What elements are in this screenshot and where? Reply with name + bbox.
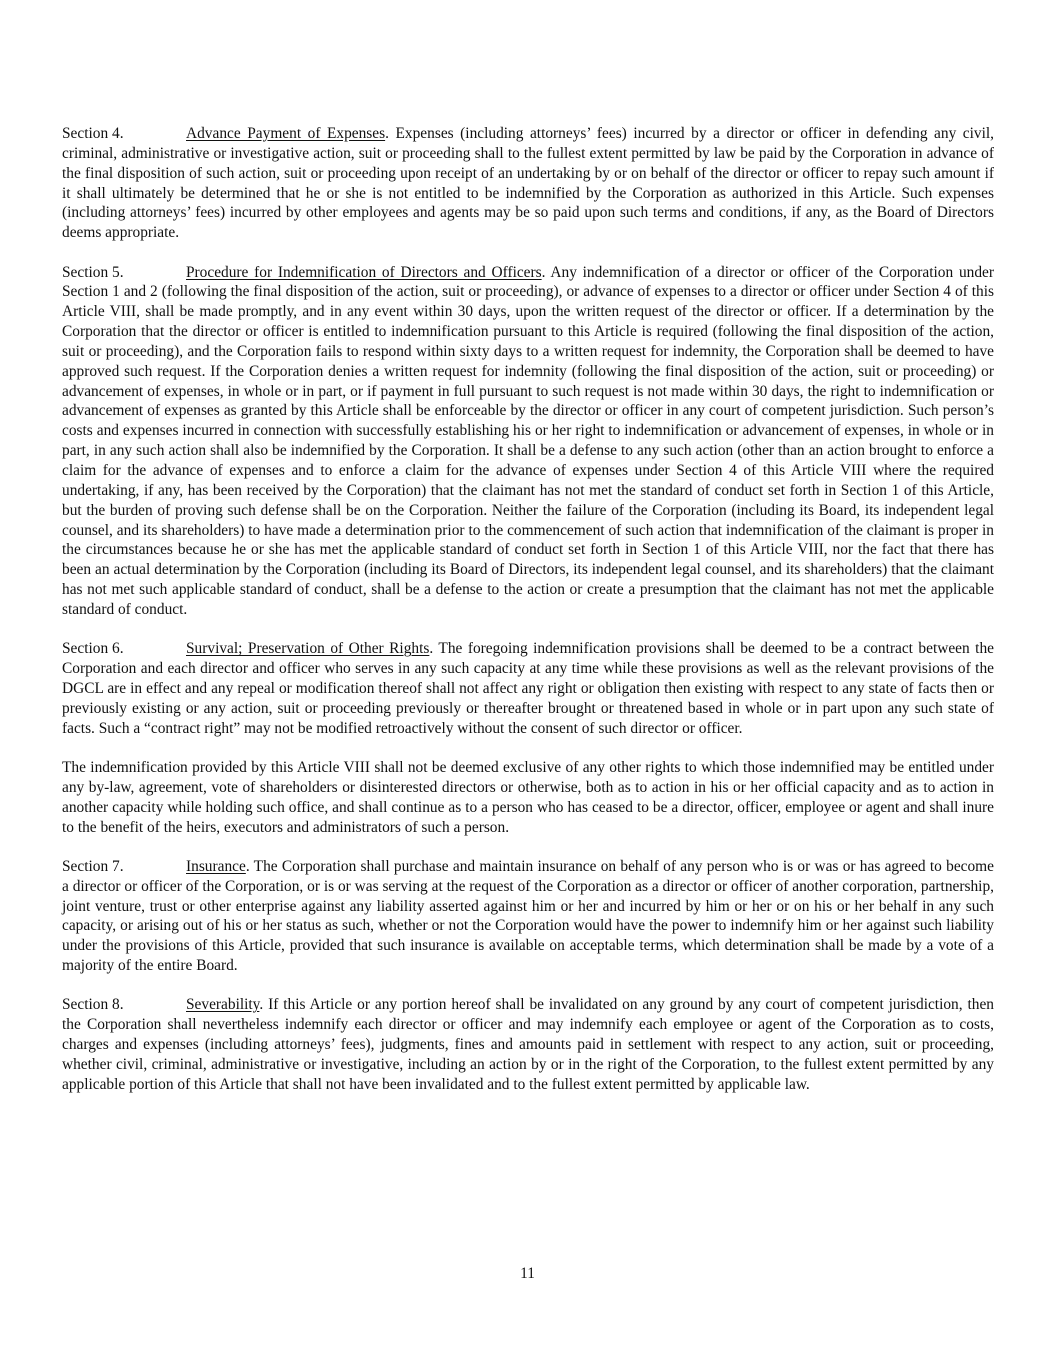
section-title: Procedure for Indemnification of Directors and Officers <box>186 263 542 281</box>
section-5-paragraph <box>62 263 994 620</box>
section-7-paragraph <box>62 857 994 976</box>
section-body: . The foregoing indemnification provisions shall be deemed to be a contract between the Corporation and each director and officer who serves in any such capacity at any time while these provisions as well as the relevant provisions of the DGCL are in effect and any repeal or modification thereof shall not affect any right or obligation then existing with respect to any state of facts then or previously existing or any action, suit or proceeding previously or thereafter brought or threatened based in whole or in part upon any such state of facts. Such a “contract right” may not be modified retroactively without the consent of such director or officer. <box>62 640 994 737</box>
section-title: Insurance <box>186 857 246 875</box>
page-number: 11 <box>520 1265 535 1282</box>
document-page <box>62 124 994 1114</box>
section-body: . Expenses (including attorneys’ fees) incurred by a director or officer in defending any civil, criminal, administrative or investigative action, suit or proceeding shall to the fullest extent permitted by law be paid by the Corporation in advance of the final disposition of such action, suit or proceeding upon receipt of an undertaking by or on behalf of the director or officer to repay such amount if it shall ultimately be determined that he or she is not entitled to be indemnified by the Corporation as authorized in this Article. Such expenses (including attorneys’ fees) incurred by other employees and agents may be so paid upon such terms and conditions, if any, as the Board of Directors deems appropriate. <box>62 125 995 242</box>
section-title: Advance Payment of Expenses <box>186 125 386 142</box>
section-number: Section 8. <box>62 996 124 1014</box>
section-body: . The Corporation shall purchase and maintain insurance on behalf of any person who is or was or has agreed to become a director or officer of the Corporation, or is or was serving at the request of the Corporation as a director or officer of another corporation, partnership, joint venture, trust or other enterprise against any liability asserted against him or her and incurred by him or her or on his or her behalf in any such capacity, or arising out of his or her status as such, whether or not the Corporation would have the power to indemnify him or her against such liability under the provisions of this Article, provided that such insurance is available on acceptable terms, which determination shall be made by a vote of a majority of the entire Board. <box>62 857 994 975</box>
section-8-paragraph <box>62 995 994 1094</box>
section-title: Survival; Preservation of Other Rights <box>186 640 430 658</box>
section-6-paragraph <box>62 639 994 738</box>
section-number: Section 5. <box>62 263 124 281</box>
section-body: . Any indemnification of a director or officer of the Corporation under Section 1 and 2 (following the final disposition of the action, suit or proceeding), or advance of expenses to a director or officer under Section 4 of this Article VIII, shall be made promptly, and in any event within 30 days, upon the written request of the director or officer. If a determination by the Corporation that the director or officer is entitled to indemnification pursuant to this Article is required (following the final disposition of the action, suit or proceeding), and the Corporation fails to respond within sixty days to a written request for indemnity, the Corporation shall be deemed to have approved such request. If the Corporation denies a written request for indemnity (following the final disposition of the action, suit or proceeding) or advancement of expenses, in whole or in part, or if payment in full pursuant to such request is not made within 30 days, the right to indemnification or advancement of expenses as granted by this Article shall be enforceable by the director or officer in any court of competent jurisdiction. Such person’s costs and expenses incurred in connection with successfully establishing his or her right to indemnification or advancement of expenses, in whole or in part, in any such action shall also be indemnified by the Corporation. It shall be a defense to any such action (other than an action brought to enforce a claim for the advance of expenses and to enforce a claim for the advance of expenses under Section 4 of this Article VIII where the required undertaking, if any, has been received by the Corporation) that the claimant has not met the standard of conduct set forth in Section 1 of this Article, but the burden of proving such defense shall be on the Corporation. Neither the failure of the Corporation (including its Board, its independent legal counsel, and its shareholders) to have made a determination prior to the commencement of such action that indemnification of the claimant is proper in the circumstances because he or she has met the applicable standard of conduct set forth in Section 1 of this Article VIII, nor the fact that there has been an actual determination by the Corporation (including its Board of Directors, its independent legal counsel, and its shareholders) that the claimant has not met such applicable standard of conduct, shall be a defense to the action or create a presumption that the claimant has not met the applicable standard of conduct. <box>62 263 994 618</box>
non-exclusivity-paragraph: The indemnification provided by this Article VIII shall not be deemed exclusive of any other rights to which those indemnified may be entitled under any by-law, agreement, vote of shareholders or disinterested directors or otherwise, both as to action in his or her official capacity and as to action in another capacity while holding such office, and shall continue as to a person who has ceased to be a director, officer, employee or agent and shall inure to the benefit of the heirs, executors and administrators of such a person. <box>62 758 994 836</box>
section-number: Section 6. <box>62 640 124 658</box>
section-body: . If this Article or any portion hereof shall be invalidated on any ground by any court of competent jurisdiction, then the Corporation shall nevertheless indemnify each director or officer and may indemnify each employee or agent of the Corporation as to costs, charges and expenses (including attorneys’ fees), judgments, fines and amounts paid in settlement with respect to any action, suit or proceeding, whether civil, criminal, administrative or investigative, including an action by or in the right of the Corporation, to the fullest extent permitted by any applicable portion of this Article that shall not have been invalidated and to the fullest extent permitted by applicable law. <box>62 996 994 1093</box>
section-number: Section 7. <box>62 857 124 875</box>
section-4-paragraph <box>62 124 994 243</box>
section-title: Severability <box>186 996 260 1014</box>
section-number: Section 4. <box>62 125 124 142</box>
